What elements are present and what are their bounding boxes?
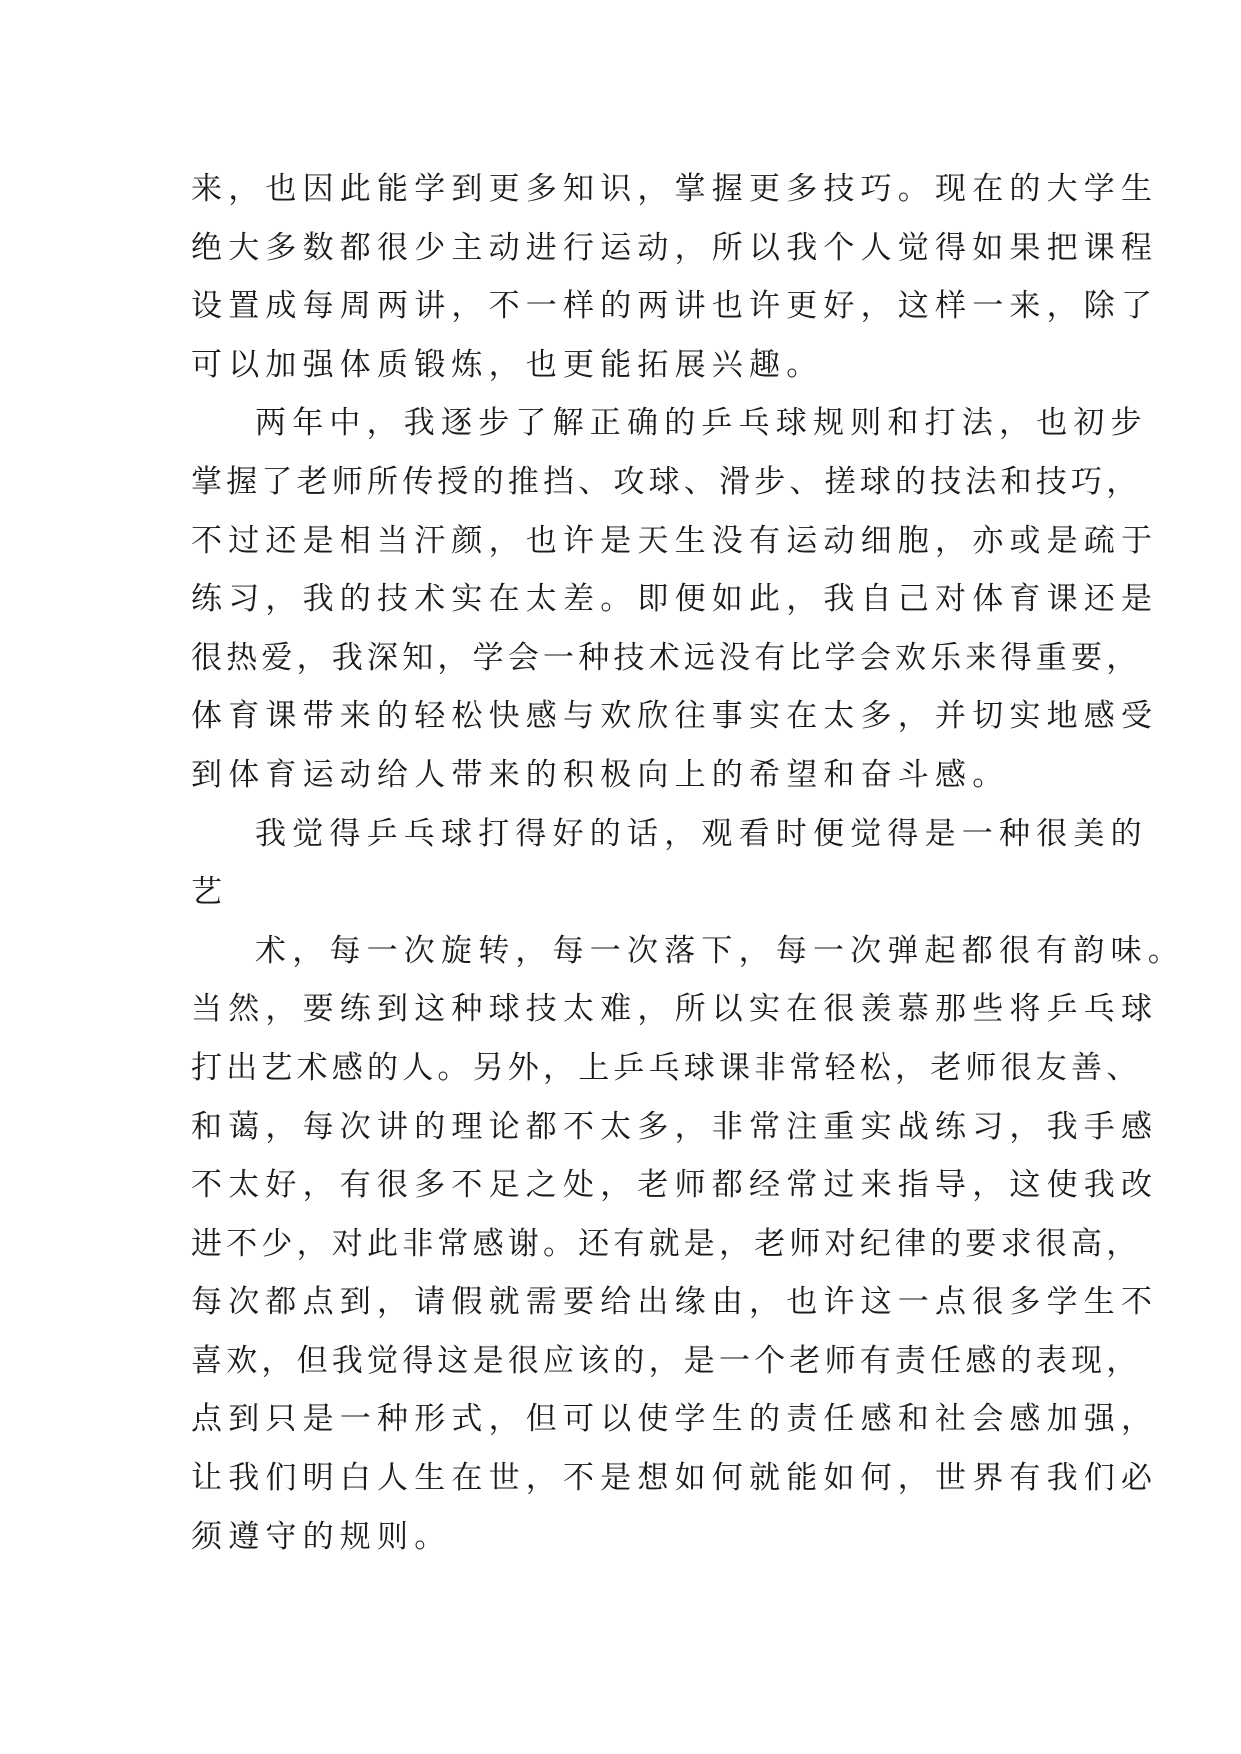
paragraph-1	[191, 160, 1159, 394]
text-line: 设置成每周两讲，不一样的两讲也许更好，这样一来，除了	[191, 288, 1159, 325]
text-line: 两年中，我逐步了解正确的乒乓球规则和打法，也初步	[255, 405, 1148, 442]
text-line: 来，也因此能学到更多知识，掌握更多技巧。现在的大学生	[191, 171, 1159, 207]
paragraph-2	[191, 394, 1159, 804]
text-line: 进不少，对此非常感谢。还有就是，老师对纪律的要求很高，	[191, 1225, 1142, 1262]
text-line: 打出艺术感的人。另外，上乒乓球课非常轻松，老师很友善、	[191, 1049, 1142, 1086]
text-line: 喜欢，但我觉得这是很应该的，是一个老师有责任感的表现，	[191, 1342, 1142, 1379]
text-line: 很热爱，我深知，学会一种技术远没有比学会欢乐来得重要，	[191, 639, 1142, 676]
text-line: 不过还是相当汗颜，也许是天生没有运动细胞，亦或是疏于	[191, 522, 1159, 559]
text-line: 绝大多数都很少主动进行运动，所以我个人觉得如果把课程	[191, 229, 1159, 266]
text-line: 可以加强体质锻炼，也更能拓展兴趣。	[191, 346, 824, 383]
text-line: 术，每一次旋转，每一次落下，每一次弹起都很有韵味。	[255, 932, 1185, 969]
text-line: 体育课带来的轻松快感与欢欣往事实在太多，并切实地感受	[191, 698, 1159, 735]
text-line: 点到只是一种形式，但可以使学生的责任感和社会感加强，	[191, 1401, 1159, 1438]
paragraph-3	[191, 805, 1148, 922]
text-line: 当然，要练到这种球技太难，所以实在很羡慕那些将乒乓球	[191, 991, 1159, 1028]
text-line: 须遵守的规则。	[191, 1518, 452, 1555]
text-line: 我觉得乒乓球打得好的话，观看时便觉得是一种很美的	[255, 815, 1148, 852]
text-body	[191, 160, 1185, 1566]
text-line: 不太好，有很多不足之处，老师都经常过来指导，这使我改	[191, 1167, 1159, 1204]
text-line: 每次都点到，请假就需要给出缘由，也许这一点很多学生不	[191, 1284, 1159, 1321]
text-line: 到体育运动给人带来的积极向上的希望和奋斗感。	[191, 756, 1010, 793]
text-line: 艺	[191, 874, 229, 911]
text-line: 让我们明白人生在世，不是想如何就能如何，世界有我们必	[191, 1460, 1159, 1497]
paragraph-4	[191, 922, 1185, 1567]
text-line: 练习，我的技术实在太差。即便如此，我自己对体育课还是	[191, 581, 1159, 618]
text-line: 和蔼，每次讲的理论都不太多，非常注重实战练习，我手感	[191, 1108, 1159, 1145]
text-line: 掌握了老师所传授的推挡、攻球、滑步、搓球的技法和技巧，	[191, 463, 1142, 500]
